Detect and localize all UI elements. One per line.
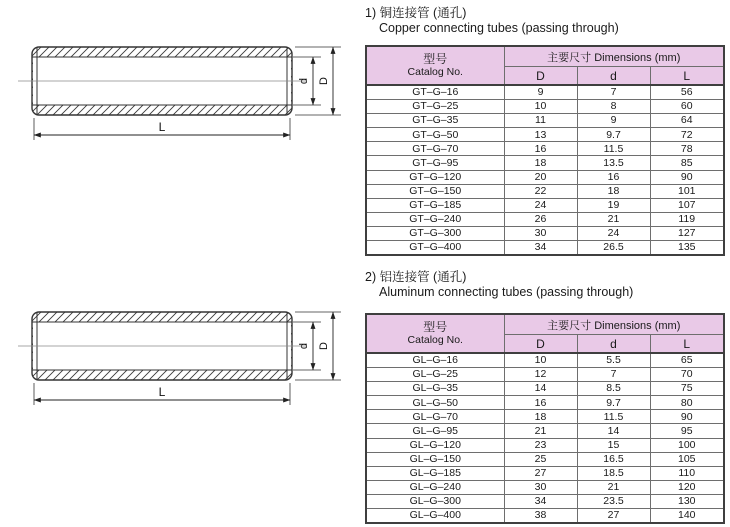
copper-tube-drawing — [10, 38, 355, 188]
dimension-value-cell: 10 — [504, 100, 577, 114]
table-row — [366, 396, 724, 410]
table-row — [366, 509, 724, 524]
dimension-value-cell: 26.5 — [577, 241, 650, 256]
dimension-value-cell: 13 — [504, 128, 577, 142]
dimension-value-cell: 95 — [650, 424, 724, 438]
catalog-no-cell: GL–G–120 — [366, 438, 504, 452]
dimension-value-cell: 14 — [504, 382, 577, 396]
catalog-no-cell: GT–G–400 — [366, 241, 504, 256]
dimension-value-cell: 75 — [650, 382, 724, 396]
dimension-value-cell: 16 — [577, 170, 650, 184]
table-row — [366, 198, 724, 212]
catalog-header — [366, 314, 504, 353]
catalog-no-cell: GL–G–300 — [366, 494, 504, 508]
section-2-title-en: Aluminum connecting tubes (passing through) — [379, 285, 634, 299]
dimension-value-cell: 80 — [650, 396, 724, 410]
dimension-value-cell: 101 — [650, 184, 724, 198]
table-row — [366, 156, 724, 170]
table-row — [366, 184, 724, 198]
aluminum-tubes-table — [365, 313, 725, 524]
col-header-D: D — [504, 67, 577, 86]
dimension-value-cell: 72 — [650, 128, 724, 142]
table-row — [366, 368, 724, 382]
dimension-value-cell: 21 — [577, 480, 650, 494]
col-header-d: d — [577, 335, 650, 354]
table-row — [366, 128, 724, 142]
dimension-value-cell: 21 — [504, 424, 577, 438]
catalog-no-cell: GL–G–95 — [366, 424, 504, 438]
dimension-value-cell: 7 — [577, 85, 650, 100]
catalog-no-cell: GT–G–70 — [366, 142, 504, 156]
table-row — [366, 424, 724, 438]
dimension-value-cell: 107 — [650, 198, 724, 212]
catalog-no-cell: GL–G–35 — [366, 382, 504, 396]
dimension-value-cell: 90 — [650, 170, 724, 184]
section-2-title — [365, 270, 633, 300]
catalog-no-cell: GL–G–400 — [366, 509, 504, 524]
table-row — [366, 114, 724, 128]
table-row — [366, 410, 724, 424]
catalog-header-zh: 型号 — [423, 320, 448, 334]
dimension-value-cell: 18 — [504, 156, 577, 170]
dimension-value-cell: 18 — [504, 410, 577, 424]
dimension-value-cell: 16.5 — [577, 452, 650, 466]
dimension-value-cell: 110 — [650, 466, 724, 480]
dimension-value-cell: 23 — [504, 438, 577, 452]
dimension-value-cell: 5.5 — [577, 353, 650, 368]
catalog-header — [366, 46, 504, 85]
catalog-no-cell: GL–G–50 — [366, 396, 504, 410]
aluminum-tube-drawing — [10, 303, 355, 453]
dimension-value-cell: 23.5 — [577, 494, 650, 508]
dimension-value-cell: 10 — [504, 353, 577, 368]
dimension-value-cell: 12 — [504, 368, 577, 382]
dimension-value-cell: 100 — [650, 438, 724, 452]
dimension-value-cell: 135 — [650, 241, 724, 256]
catalog-no-cell: GL–G–70 — [366, 410, 504, 424]
dimension-value-cell: 18 — [577, 184, 650, 198]
dimension-value-cell: 65 — [650, 353, 724, 368]
catalog-no-cell: GL–G–25 — [366, 368, 504, 382]
dimension-value-cell: 34 — [504, 241, 577, 256]
dimension-value-cell: 119 — [650, 212, 724, 226]
dimension-value-cell: 15 — [577, 438, 650, 452]
section-1-title — [365, 6, 619, 36]
dimension-value-cell: 21 — [577, 212, 650, 226]
col-header-d: d — [577, 67, 650, 86]
dimension-value-cell: 70 — [650, 368, 724, 382]
table-row — [366, 438, 724, 452]
D-dimension-label: D — [318, 77, 330, 85]
catalog-header-en: Catalog No. — [407, 334, 463, 346]
table-body — [366, 353, 724, 523]
dimension-value-cell: 90 — [650, 410, 724, 424]
table-row — [366, 226, 724, 240]
catalog-no-cell: GT–G–300 — [366, 226, 504, 240]
dimension-value-cell: 11.5 — [577, 142, 650, 156]
d-dimension-label: d — [298, 342, 310, 350]
dimension-value-cell: 11 — [504, 114, 577, 128]
dimension-value-cell: 24 — [504, 198, 577, 212]
L-dimension-label: L — [158, 120, 166, 134]
dimensions-header: 主要尺寸 Dimensions (mm) — [504, 314, 724, 335]
L-dimension-label: L — [158, 385, 166, 399]
dimension-value-cell: 85 — [650, 156, 724, 170]
catalog-no-cell: GL–G–16 — [366, 353, 504, 368]
catalog-no-cell: GL–G–185 — [366, 466, 504, 480]
dimension-value-cell: 22 — [504, 184, 577, 198]
catalog-header-zh: 型号 — [423, 52, 448, 66]
catalog-no-cell: GT–G–150 — [366, 184, 504, 198]
section-1-title-en: Copper connecting tubes (passing through) — [379, 21, 619, 35]
dimension-value-cell: 78 — [650, 142, 724, 156]
table-row — [366, 212, 724, 226]
dimension-value-cell: 130 — [650, 494, 724, 508]
dimension-value-cell: 18.5 — [577, 466, 650, 480]
dimension-value-cell: 16 — [504, 396, 577, 410]
catalog-no-cell: GT–G–35 — [366, 114, 504, 128]
dimension-value-cell: 30 — [504, 226, 577, 240]
dimensions-header: 主要尺寸 Dimensions (mm) — [504, 46, 724, 67]
dimension-value-cell: 27 — [504, 466, 577, 480]
table-row — [366, 480, 724, 494]
catalog-no-cell: GT–G–50 — [366, 128, 504, 142]
dimension-value-cell: 140 — [650, 509, 724, 524]
catalog-no-cell: GT–G–240 — [366, 212, 504, 226]
dimension-value-cell: 105 — [650, 452, 724, 466]
col-header-L: L — [650, 67, 724, 86]
table-row — [366, 452, 724, 466]
D-dimension-label: D — [318, 342, 330, 350]
table-header — [366, 314, 724, 353]
dimension-value-cell: 56 — [650, 85, 724, 100]
dimension-value-cell: 7 — [577, 368, 650, 382]
dimension-value-cell: 8.5 — [577, 382, 650, 396]
catalog-no-cell: GL–G–240 — [366, 480, 504, 494]
table-row — [366, 494, 724, 508]
table-header — [366, 46, 724, 85]
dimension-value-cell: 127 — [650, 226, 724, 240]
dimension-value-cell: 9 — [577, 114, 650, 128]
dimension-value-cell: 13.5 — [577, 156, 650, 170]
table-row — [366, 241, 724, 256]
col-header-D: D — [504, 335, 577, 354]
dimension-value-cell: 16 — [504, 142, 577, 156]
table-row — [366, 382, 724, 396]
catalog-header-en: Catalog No. — [407, 66, 463, 78]
dimension-value-cell: 9.7 — [577, 396, 650, 410]
dimension-value-cell: 25 — [504, 452, 577, 466]
dimension-value-cell: 120 — [650, 480, 724, 494]
table-row — [366, 170, 724, 184]
dimension-value-cell: 60 — [650, 100, 724, 114]
copper-tubes-table — [365, 45, 725, 256]
section-2-title-zh: 2) 铝连接管 (通孔) — [365, 270, 467, 284]
catalog-no-cell: GT–G–16 — [366, 85, 504, 100]
table-row — [366, 353, 724, 368]
dimension-value-cell: 20 — [504, 170, 577, 184]
dimension-value-cell: 24 — [577, 226, 650, 240]
table-row — [366, 85, 724, 100]
catalog-no-cell: GT–G–25 — [366, 100, 504, 114]
col-header-L: L — [650, 335, 724, 354]
dimension-value-cell: 30 — [504, 480, 577, 494]
dimension-value-cell: 11.5 — [577, 410, 650, 424]
dimension-value-cell: 38 — [504, 509, 577, 524]
catalog-no-cell: GT–G–185 — [366, 198, 504, 212]
dimension-value-cell: 14 — [577, 424, 650, 438]
dimension-value-cell: 26 — [504, 212, 577, 226]
d-dimension-label: d — [298, 77, 310, 85]
section-1-title-zh: 1) 铜连接管 (通孔) — [365, 6, 467, 20]
catalog-no-cell: GT–G–95 — [366, 156, 504, 170]
table-row — [366, 466, 724, 480]
table-row — [366, 100, 724, 114]
dimension-value-cell: 9 — [504, 85, 577, 100]
dimension-value-cell: 8 — [577, 100, 650, 114]
dimension-value-cell: 27 — [577, 509, 650, 524]
dimension-value-cell: 19 — [577, 198, 650, 212]
table-row — [366, 142, 724, 156]
dimension-value-cell: 64 — [650, 114, 724, 128]
dimension-value-cell: 34 — [504, 494, 577, 508]
table-body — [366, 85, 724, 255]
catalog-no-cell: GL–G–150 — [366, 452, 504, 466]
dimension-value-cell: 9.7 — [577, 128, 650, 142]
catalog-no-cell: GT–G–120 — [366, 170, 504, 184]
